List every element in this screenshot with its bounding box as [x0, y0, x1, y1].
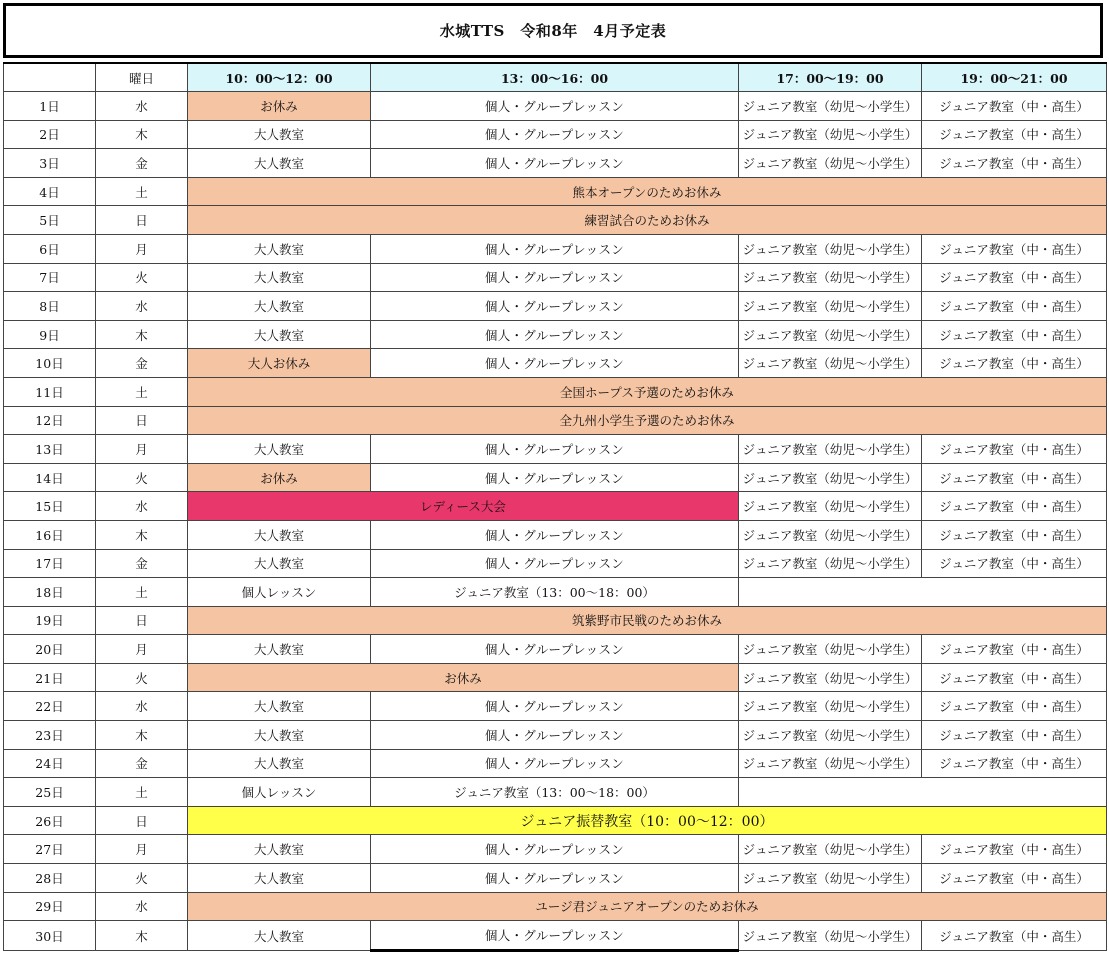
day-cell: 17日	[4, 549, 96, 578]
closure-cell: 熊本オープンのためお休み	[188, 177, 1107, 206]
weekday-cell: 日	[96, 406, 188, 435]
day-cell: 28日	[4, 864, 96, 893]
schedule-row	[4, 892, 1107, 921]
afternoon-cell: 個人・グループレッスン	[371, 349, 739, 378]
weekday-cell: 月	[96, 835, 188, 864]
schedule-row	[4, 778, 1107, 807]
evening-cell: ジュニア教室（幼児〜小学生）	[739, 492, 922, 521]
night-cell: ジュニア教室（中・高生）	[922, 435, 1107, 464]
morning-cell: 大人教室	[188, 292, 371, 321]
weekday-cell: 金	[96, 749, 188, 778]
weekday-cell: 土	[96, 377, 188, 406]
weekday-cell: 日	[96, 206, 188, 235]
morning-cell: 大人教室	[188, 120, 371, 149]
afternoon-cell: 個人・グループレッスン	[371, 435, 739, 464]
weekday-cell: 日	[96, 806, 188, 835]
day-cell: 19日	[4, 606, 96, 635]
day-cell: 22日	[4, 692, 96, 721]
morning-cell: 大人教室	[188, 864, 371, 893]
header-row	[4, 63, 1107, 92]
afternoon-cell: 個人・グループレッスン	[371, 292, 739, 321]
afternoon-cell: 個人・グループレッスン	[371, 749, 739, 778]
afternoon-cell: 個人・グループレッスン	[371, 263, 739, 292]
weekday-cell: 火	[96, 263, 188, 292]
weekday-cell: 水	[96, 692, 188, 721]
day-cell: 11日	[4, 377, 96, 406]
schedule-row	[4, 549, 1107, 578]
evening-cell: ジュニア教室（幼児〜小学生）	[739, 921, 922, 951]
schedule-row	[4, 435, 1107, 464]
weekday-cell: 木	[96, 520, 188, 549]
day-cell: 29日	[4, 892, 96, 921]
schedule-row	[4, 635, 1107, 664]
morning-cell: 大人教室	[188, 234, 371, 263]
schedule-row	[4, 320, 1107, 349]
day-cell: 7日	[4, 263, 96, 292]
morning-cell: 大人教室	[188, 921, 371, 951]
day-cell: 9日	[4, 320, 96, 349]
day-cell: 4日	[4, 177, 96, 206]
closure-cell: 全九州小学生予選のためお休み	[188, 406, 1107, 435]
night-cell: ジュニア教室（中・高生）	[922, 835, 1107, 864]
header-slot-night: 19：00〜21：00	[922, 63, 1107, 92]
schedule-row	[4, 206, 1107, 235]
night-cell: ジュニア教室（中・高生）	[922, 92, 1107, 121]
night-cell: ジュニア教室（中・高生）	[922, 463, 1107, 492]
weekday-cell: 火	[96, 663, 188, 692]
schedule-row	[4, 177, 1107, 206]
night-cell: ジュニア教室（中・高生）	[922, 492, 1107, 521]
night-cell: ジュニア教室（中・高生）	[922, 749, 1107, 778]
day-cell: 14日	[4, 463, 96, 492]
morning-cell: 大人教室	[188, 263, 371, 292]
night-cell: ジュニア教室（中・高生）	[922, 263, 1107, 292]
weekday-cell: 土	[96, 177, 188, 206]
day-cell: 30日	[4, 921, 96, 951]
schedule-row	[4, 406, 1107, 435]
morning-cell: 大人教室	[188, 749, 371, 778]
day-cell: 6日	[4, 234, 96, 263]
schedule-row	[4, 578, 1107, 607]
evening-cell: ジュニア教室（幼児〜小学生）	[739, 721, 922, 750]
evening-cell: ジュニア教室（幼児〜小学生）	[739, 292, 922, 321]
morning-cell: 大人教室	[188, 635, 371, 664]
morning-cell: 大人教室	[188, 721, 371, 750]
day-cell: 23日	[4, 721, 96, 750]
schedule-row	[4, 263, 1107, 292]
header-slot-morning: 10：00〜12：00	[188, 63, 371, 92]
afternoon-cell: 個人・グループレッスン	[371, 120, 739, 149]
morning-cell: 個人レッスン	[188, 578, 371, 607]
schedule-row	[4, 520, 1107, 549]
evening-cell: ジュニア教室（幼児〜小学生）	[739, 263, 922, 292]
closure-cell: 筑紫野市民戦のためお休み	[188, 606, 1107, 635]
day-cell: 13日	[4, 435, 96, 464]
weekday-cell: 水	[96, 292, 188, 321]
weekday-cell: 土	[96, 778, 188, 807]
morning-cell: 大人お休み	[188, 349, 371, 378]
schedule-table	[3, 62, 1107, 952]
schedule-row	[4, 292, 1107, 321]
afternoon-cell: 個人・グループレッスン	[371, 692, 739, 721]
morning-cell: お休み	[188, 92, 371, 121]
weekday-cell: 日	[96, 606, 188, 635]
afternoon-cell: 個人・グループレッスン	[371, 463, 739, 492]
afternoon-cell: 個人・グループレッスン	[371, 92, 739, 121]
empty-cell	[739, 778, 1107, 807]
day-cell: 1日	[4, 92, 96, 121]
event-cell: お休み	[188, 663, 739, 692]
schedule-title: 水城TTS 令和8年 4月予定表	[3, 3, 1103, 58]
schedule-row	[4, 349, 1107, 378]
night-cell: ジュニア教室（中・高生）	[922, 520, 1107, 549]
night-cell: ジュニア教室（中・高生）	[922, 234, 1107, 263]
weekday-cell: 水	[96, 892, 188, 921]
weekday-cell: 月	[96, 635, 188, 664]
evening-cell: ジュニア教室（幼児〜小学生）	[739, 435, 922, 464]
day-cell: 15日	[4, 492, 96, 521]
evening-cell: ジュニア教室（幼児〜小学生）	[739, 234, 922, 263]
afternoon-cell: 個人・グループレッスン	[371, 921, 739, 951]
schedule-row	[4, 864, 1107, 893]
morning-cell: 個人レッスン	[188, 778, 371, 807]
weekday-cell: 土	[96, 578, 188, 607]
night-cell: ジュニア教室（中・高生）	[922, 692, 1107, 721]
weekday-cell: 火	[96, 864, 188, 893]
night-cell: ジュニア教室（中・高生）	[922, 663, 1107, 692]
weekday-cell: 水	[96, 92, 188, 121]
afternoon-cell: 個人・グループレッスン	[371, 835, 739, 864]
afternoon-cell: 個人・グループレッスン	[371, 864, 739, 893]
evening-cell: ジュニア教室（幼児〜小学生）	[739, 749, 922, 778]
weekday-cell: 木	[96, 921, 188, 951]
schedule-row	[4, 92, 1107, 121]
morning-cell: 大人教室	[188, 835, 371, 864]
day-cell: 10日	[4, 349, 96, 378]
afternoon-cell: 個人・グループレッスン	[371, 721, 739, 750]
schedule-row	[4, 749, 1107, 778]
evening-cell: ジュニア教室（幼児〜小学生）	[739, 92, 922, 121]
empty-cell	[739, 578, 1107, 607]
evening-cell: ジュニア教室（幼児〜小学生）	[739, 864, 922, 893]
afternoon-cell: 個人・グループレッスン	[371, 549, 739, 578]
weekday-cell: 金	[96, 149, 188, 178]
night-cell: ジュニア教室（中・高生）	[922, 635, 1107, 664]
day-cell: 12日	[4, 406, 96, 435]
day-cell: 3日	[4, 149, 96, 178]
closure-cell: 全国ホープス予選のためお休み	[188, 377, 1107, 406]
day-cell: 18日	[4, 578, 96, 607]
night-cell: ジュニア教室（中・高生）	[922, 120, 1107, 149]
weekday-cell: 木	[96, 120, 188, 149]
header-weekday: 曜日	[96, 63, 188, 92]
night-cell: ジュニア教室（中・高生）	[922, 721, 1107, 750]
weekday-cell: 木	[96, 721, 188, 750]
evening-cell: ジュニア教室（幼児〜小学生）	[739, 120, 922, 149]
evening-cell: ジュニア教室（幼児〜小学生）	[739, 149, 922, 178]
evening-cell: ジュニア教室（幼児〜小学生）	[739, 835, 922, 864]
day-cell: 27日	[4, 835, 96, 864]
header-slot-evening: 17：00〜19：00	[739, 63, 922, 92]
night-cell: ジュニア教室（中・高生）	[922, 292, 1107, 321]
schedule-row	[4, 463, 1107, 492]
day-cell: 5日	[4, 206, 96, 235]
afternoon-cell: 個人・グループレッスン	[371, 520, 739, 549]
day-cell: 25日	[4, 778, 96, 807]
day-cell: 24日	[4, 749, 96, 778]
weekday-cell: 月	[96, 435, 188, 464]
weekday-cell: 金	[96, 549, 188, 578]
night-cell: ジュニア教室（中・高生）	[922, 921, 1107, 951]
morning-cell: 大人教室	[188, 520, 371, 549]
evening-cell: ジュニア教室（幼児〜小学生）	[739, 635, 922, 664]
evening-cell: ジュニア教室（幼児〜小学生）	[739, 663, 922, 692]
morning-cell: 大人教室	[188, 549, 371, 578]
closure-cell: 練習試合のためお休み	[188, 206, 1107, 235]
evening-cell: ジュニア教室（幼児〜小学生）	[739, 349, 922, 378]
evening-cell: ジュニア教室（幼児〜小学生）	[739, 549, 922, 578]
day-cell: 8日	[4, 292, 96, 321]
closure-cell: ジュニア振替教室（10：00〜12：00）	[188, 806, 1107, 835]
afternoon-cell: 個人・グループレッスン	[371, 234, 739, 263]
day-cell: 26日	[4, 806, 96, 835]
header-day	[4, 63, 96, 92]
event-cell: レディース大会	[188, 492, 739, 521]
afternoon-cell: 個人・グループレッスン	[371, 149, 739, 178]
weekday-cell: 金	[96, 349, 188, 378]
afternoon-cell: ジュニア教室（13：00〜18：00）	[371, 778, 739, 807]
night-cell: ジュニア教室（中・高生）	[922, 149, 1107, 178]
day-cell: 2日	[4, 120, 96, 149]
afternoon-cell: 個人・グループレッスン	[371, 320, 739, 349]
evening-cell: ジュニア教室（幼児〜小学生）	[739, 463, 922, 492]
schedule-row	[4, 921, 1107, 951]
schedule-row	[4, 120, 1107, 149]
schedule-row	[4, 692, 1107, 721]
schedule-row	[4, 663, 1107, 692]
schedule-row	[4, 835, 1107, 864]
morning-cell: 大人教室	[188, 435, 371, 464]
morning-cell: 大人教室	[188, 149, 371, 178]
evening-cell: ジュニア教室（幼児〜小学生）	[739, 692, 922, 721]
weekday-cell: 木	[96, 320, 188, 349]
schedule-row	[4, 806, 1107, 835]
weekday-cell: 月	[96, 234, 188, 263]
schedule-row	[4, 721, 1107, 750]
morning-cell: 大人教室	[188, 692, 371, 721]
day-cell: 16日	[4, 520, 96, 549]
day-cell: 21日	[4, 663, 96, 692]
night-cell: ジュニア教室（中・高生）	[922, 349, 1107, 378]
night-cell: ジュニア教室（中・高生）	[922, 864, 1107, 893]
evening-cell: ジュニア教室（幼児〜小学生）	[739, 520, 922, 549]
night-cell: ジュニア教室（中・高生）	[922, 320, 1107, 349]
header-slot-afternoon: 13：00〜16：00	[371, 63, 739, 92]
schedule-row	[4, 606, 1107, 635]
schedule-row	[4, 377, 1107, 406]
schedule-row	[4, 149, 1107, 178]
morning-cell: お休み	[188, 463, 371, 492]
weekday-cell: 火	[96, 463, 188, 492]
night-cell: ジュニア教室（中・高生）	[922, 549, 1107, 578]
afternoon-cell: ジュニア教室（13：00〜18：00）	[371, 578, 739, 607]
day-cell: 20日	[4, 635, 96, 664]
schedule-body	[4, 92, 1107, 951]
afternoon-cell: 個人・グループレッスン	[371, 635, 739, 664]
morning-cell: 大人教室	[188, 320, 371, 349]
schedule-row	[4, 234, 1107, 263]
weekday-cell: 水	[96, 492, 188, 521]
closure-cell: ユージ君ジュニアオープンのためお休み	[188, 892, 1107, 921]
schedule-row	[4, 492, 1107, 521]
evening-cell: ジュニア教室（幼児〜小学生）	[739, 320, 922, 349]
